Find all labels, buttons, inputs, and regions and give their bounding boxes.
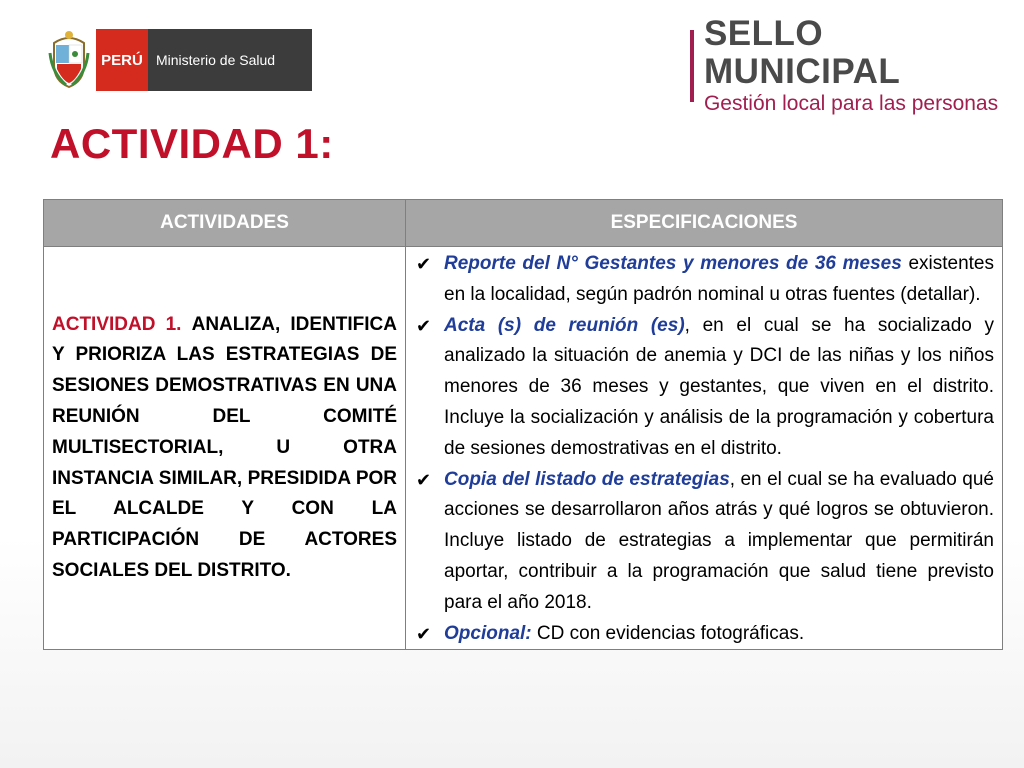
table-row: [44, 247, 1003, 650]
checkmark-icon: ✔: [416, 623, 432, 644]
sello-municipal-logo: [690, 14, 1024, 115]
activity-label: ACTIVIDAD 1.: [52, 313, 182, 335]
specifications-cell: [406, 247, 1003, 650]
checkmark-icon: ✔: [416, 315, 432, 336]
sello-subtitle: Gestión local para las personas: [703, 92, 999, 115]
page-title: ACTIVIDAD 1:: [50, 120, 334, 167]
list-item: [416, 249, 994, 311]
spec-emphasis: Reporte del N° Gestantes y menores de 36 meses: [444, 253, 902, 274]
list-item: [416, 465, 994, 619]
coat-of-arms-icon: [48, 29, 90, 91]
peru-label: PERÚ: [96, 29, 148, 91]
sello-title: SELLO MUNICIPAL: [703, 14, 901, 91]
spec-text: CD con evidencias fotográficas.: [531, 622, 805, 644]
checkmark-icon: ✔: [416, 469, 432, 490]
activity-text: ANALIZA, IDENTIFICA Y PRIORIZA LAS ESTRATEGIAS DE SESIONES DEMOSTRATIVAS EN UNA REUNIÓN DEL COMITÉ MULTISECTORIAL, U OTRA INSTANCIA SIMILAR, PRESIDIDA POR EL ALCALDE Y CON LA PARTICIPACIÓN DE ACTORES SOCIALES DEL DISTRITO.: [52, 313, 397, 581]
spec-text: , en el cual se ha evaluado qué acciones se desarrollaron años atrás y qué logros se obtuvieron. Incluye listado de estrategias a implementar que permitirán aportar, contribuir a la programación que salud tiene previsto para el año 2018.: [444, 468, 994, 613]
activity-cell: [44, 247, 406, 650]
ministry-label: Ministerio de Salud: [148, 29, 312, 91]
activity-table: [43, 199, 1003, 650]
spec-text: existentes en la localidad, según padrón nominal u otras fuentes (detallar).: [444, 253, 995, 305]
spec-emphasis: Acta (s) de reunión (es): [444, 314, 685, 336]
spec-emphasis: Copia del listado de estrategias: [444, 468, 730, 490]
list-item: [416, 619, 994, 650]
column-header-especificaciones: ESPECIFICACIONES: [406, 200, 1003, 247]
column-header-actividades: ACTIVIDADES: [44, 200, 406, 247]
table-header-row: [44, 200, 1003, 247]
list-item: [416, 311, 994, 465]
spec-emphasis: Opcional:: [444, 622, 532, 644]
checkmark-icon: ✔: [416, 254, 432, 274]
spec-text: , en el cual se ha socializado y analizado la situación de anemia y DCI de las niñas y los niños menores de 36 meses y gestantes, que viven en el distrito. Incluye la socialización y análisis de la programación y cobertura de sesiones demostrativas en el distrito.: [444, 314, 994, 459]
ministry-logo: [48, 28, 312, 92]
logo-divider: [690, 30, 694, 102]
specifications-list: [416, 249, 994, 649]
